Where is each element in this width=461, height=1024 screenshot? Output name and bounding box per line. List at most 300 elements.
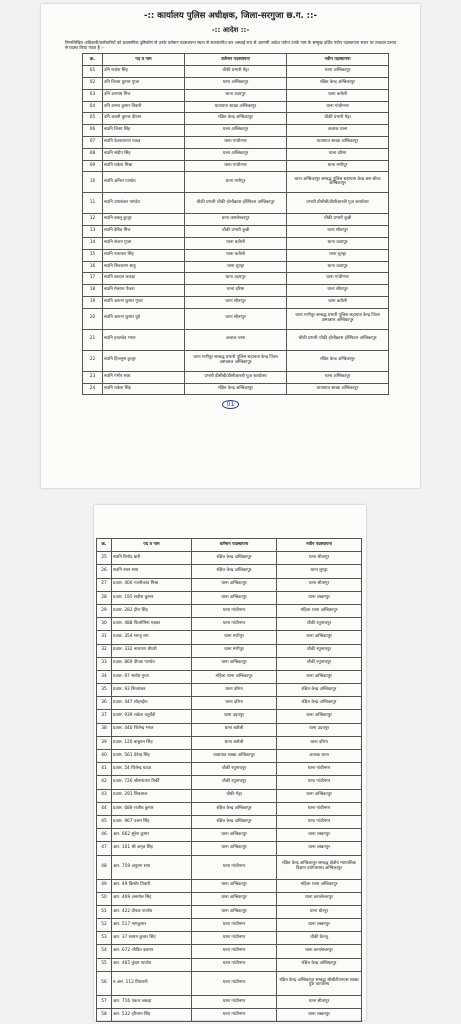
name-cell: प्रआर. 561 देवेन्द्र सिंह bbox=[112, 750, 192, 763]
current-posting-cell: रक्षित केन्द्र अम्बिकापुर bbox=[192, 802, 277, 815]
serial-cell: 20 bbox=[83, 308, 103, 329]
name-cell: सउनि संदीप सिंह bbox=[103, 148, 185, 160]
name-cell: सउनि बबलू कुजूर bbox=[103, 214, 185, 226]
serial-cell: 16 bbox=[83, 261, 103, 273]
current-posting-cell: यातायात शाखा अम्बिकापुर bbox=[185, 101, 287, 113]
serial-cell: 33 bbox=[97, 657, 112, 670]
serial-cell: 55 bbox=[97, 958, 112, 971]
name-cell: आर. 532 हरिनाम सिंह bbox=[112, 1009, 192, 1022]
current-posting-cell: चौकी रघुनाथपुर bbox=[192, 776, 277, 789]
new-posting-cell: थाना गांधीनगर bbox=[277, 776, 362, 789]
serial-cell: 52 bbox=[97, 919, 112, 932]
table-row bbox=[97, 919, 362, 932]
new-posting-cell: थाना गांधीनगर bbox=[287, 101, 389, 113]
current-posting-cell: थाना बतौली bbox=[192, 736, 277, 749]
new-posting-cell: थाना धौरपुर bbox=[277, 905, 362, 918]
table-row bbox=[97, 802, 362, 815]
serial-cell: 11 bbox=[83, 193, 103, 214]
new-posting-cell: चौकी कैरजू bbox=[277, 932, 362, 945]
name-cell: प्रआर. 689 राजीव कुमार bbox=[112, 802, 192, 815]
name-cell: प्रआर. 440 जितेन्द्र भगत bbox=[112, 723, 192, 736]
column-header-serial: क्र. bbox=[97, 539, 112, 552]
current-posting-cell: थाना मणीपुर bbox=[192, 644, 277, 657]
table-row bbox=[97, 644, 362, 657]
current-posting-cell: थाना उदयपुर bbox=[192, 710, 277, 723]
current-posting-cell: थाना गांधीनगर bbox=[185, 160, 287, 172]
serial-cell: 26 bbox=[97, 565, 112, 578]
name-cell: उनि राजेश सिंह bbox=[103, 66, 185, 78]
new-posting-cell: थाना लुण्ड्रा bbox=[277, 565, 362, 578]
name-cell: सउनि राकेश सिंह bbox=[103, 383, 185, 395]
current-posting-cell: थाना गांधीनगर bbox=[192, 618, 277, 631]
new-posting-cell: महिला थाना अम्बिकापुर bbox=[277, 879, 362, 892]
new-posting-cell: थाना उदयपुर bbox=[287, 261, 389, 273]
serial-cell: 19 bbox=[83, 296, 103, 308]
table-row bbox=[97, 763, 362, 776]
new-posting-cell: रक्षित केन्द्र अम्बिकापुर bbox=[277, 684, 362, 697]
serial-cell: 02 bbox=[83, 78, 103, 90]
new-posting-cell: चौकी प्रभारी कुन्नी bbox=[287, 214, 389, 226]
current-posting-cell: थाना बतौली bbox=[185, 237, 287, 249]
current-posting-cell: थाना अम्बिकापुर bbox=[192, 829, 277, 842]
table-row bbox=[97, 892, 362, 905]
current-posting-cell: थाना अम्बिकापुर bbox=[185, 125, 287, 137]
current-posting-cell: थाना गांधीनगर bbox=[192, 855, 277, 879]
current-posting-cell: अजाक थाना bbox=[185, 329, 287, 350]
new-posting-cell: थाना अम्बिकापुर bbox=[277, 631, 362, 644]
serial-cell: 22 bbox=[83, 350, 103, 371]
table-row bbox=[97, 631, 362, 644]
new-posting-cell: अजाक थाना bbox=[277, 750, 362, 763]
table-row bbox=[97, 552, 362, 565]
new-posting-cell: थाना गांधीनगर bbox=[277, 763, 362, 776]
column-header-new-posting: नवीन पदस्थापना bbox=[287, 54, 389, 66]
current-posting-cell: थाना दरिमा bbox=[192, 684, 277, 697]
current-posting-cell: चौकी रघुनाथपुर bbox=[192, 763, 277, 776]
table-row bbox=[83, 148, 389, 160]
current-posting-cell: थाना मणीपुर bbox=[192, 631, 277, 644]
document-page-1 bbox=[41, 4, 420, 488]
current-posting-cell: थाना उदयपुर bbox=[185, 273, 287, 285]
serial-cell: 07 bbox=[83, 136, 103, 148]
current-posting-cell: महिला थाना अम्बिकापुर bbox=[192, 670, 277, 683]
table-row bbox=[97, 604, 362, 617]
serial-cell: 15 bbox=[83, 249, 103, 261]
name-cell: सउनि बरदान लकड़ा bbox=[103, 273, 185, 285]
new-posting-cell: थाना अम्बिकापुर bbox=[277, 789, 362, 802]
current-posting-cell: थाना अम्बिकापुर bbox=[192, 591, 277, 604]
table-row bbox=[97, 971, 362, 995]
name-cell: सउनि संजय गुप्ता bbox=[103, 237, 185, 249]
table-row bbox=[97, 697, 362, 710]
table-row bbox=[97, 723, 362, 736]
current-posting-cell: रक्षित केन्द्र अम्बिकापुर bbox=[185, 113, 287, 125]
name-cell: सउनि गंभीर साय bbox=[103, 371, 185, 383]
current-posting-cell: थाना अम्बिकापुर bbox=[192, 879, 277, 892]
table-row bbox=[97, 855, 362, 879]
current-posting-cell: चौकी मेंड्रा bbox=[192, 789, 277, 802]
table-row bbox=[97, 815, 362, 828]
table-row bbox=[83, 136, 389, 148]
new-posting-cell: चौकी प्रभारी मेंड्रा bbox=[287, 113, 389, 125]
current-posting-cell: थाना अम्बिकापुर bbox=[185, 148, 287, 160]
serial-cell: 38 bbox=[97, 723, 112, 736]
name-cell: आर. 469 अनमोल सिंह bbox=[112, 892, 192, 905]
name-cell: प्रआर. 354 सरजू राम bbox=[112, 631, 192, 644]
name-cell: सउनि उमाशंकर पाण्डेय bbox=[103, 193, 185, 214]
new-posting-cell: थाना अम्बिकापुर bbox=[277, 670, 362, 683]
column-header-current-posting: वर्तमान पदस्थापना bbox=[185, 54, 287, 66]
table-row bbox=[83, 89, 389, 101]
new-posting-cell: थाना दरिमा bbox=[277, 736, 362, 749]
table-row bbox=[83, 329, 389, 350]
serial-cell: 46 bbox=[97, 829, 112, 842]
new-posting-cell: चौकी रघुनाथपुर bbox=[277, 618, 362, 631]
serial-cell: 29 bbox=[97, 604, 112, 617]
serial-cell: 49 bbox=[97, 879, 112, 892]
table-row bbox=[97, 657, 362, 670]
table-row bbox=[97, 789, 362, 802]
transfer-table-page-1 bbox=[82, 53, 389, 395]
new-posting-cell: थाना लखनपुर bbox=[277, 1009, 362, 1022]
new-posting-cell: थाना दरिमा bbox=[287, 148, 389, 160]
new-posting-cell: थाना कमलेश्वरपुर bbox=[277, 892, 362, 905]
serial-cell: 10 bbox=[83, 172, 103, 193]
name-cell: प्रआर. 97 संतोष गुप्ता bbox=[112, 670, 192, 683]
serial-cell: 05 bbox=[83, 113, 103, 125]
name-cell: सउनि अनिल पाण्डेय bbox=[103, 172, 185, 193]
table-row bbox=[97, 776, 362, 789]
name-cell: प्रआर. 120 बाबुधन सिंह bbox=[112, 736, 192, 749]
new-posting-cell: थाना लखनपुर bbox=[277, 829, 362, 842]
table-row bbox=[97, 932, 362, 945]
table-row bbox=[97, 842, 362, 855]
page-number bbox=[41, 400, 420, 409]
name-cell: सउनि विनोद बारी bbox=[112, 552, 192, 565]
serial-cell: 54 bbox=[97, 945, 112, 958]
current-posting-cell: थाना अम्बिकापुर bbox=[185, 78, 287, 90]
new-posting-cell: थाना बतौली bbox=[287, 89, 389, 101]
current-posting-cell: थाना गांधीनगर bbox=[192, 604, 277, 617]
serial-cell: 12 bbox=[83, 214, 103, 226]
name-cell: आर. 672 जीवित कश्यप bbox=[112, 945, 192, 958]
new-posting-cell: थाना कमलेश्वरपुर bbox=[277, 945, 362, 958]
name-cell: प्रआर. 939 राकेश चतुर्वेदी bbox=[112, 710, 192, 723]
name-cell: सउनि नयन साय bbox=[112, 565, 192, 578]
column-header-name: पद व नाम bbox=[103, 54, 185, 66]
name-cell: आर. 49 किशोर तिवारी bbox=[112, 879, 192, 892]
column-header-serial: क्र. bbox=[83, 54, 103, 66]
table-row bbox=[83, 273, 389, 285]
current-posting-cell: थाना अम्बिकापुर bbox=[192, 892, 277, 905]
serial-cell: 40 bbox=[97, 750, 112, 763]
column-header-name: पद व नाम bbox=[112, 539, 192, 552]
new-posting-cell: थाना उदयपुर bbox=[277, 723, 362, 736]
name-cell: उनि अभय कुमार तिवारी bbox=[103, 101, 185, 113]
new-posting-cell: थाना गांधीनगर bbox=[277, 802, 362, 815]
current-posting-cell: चौकी प्रभारी कुन्नी bbox=[185, 226, 287, 238]
new-posting-cell: चौकी रघुनाथपुर bbox=[277, 644, 362, 657]
new-posting-cell: थाना अम्बिकापुर bbox=[277, 710, 362, 723]
table-row bbox=[83, 350, 389, 371]
serial-cell: 18 bbox=[83, 285, 103, 297]
table-row bbox=[97, 684, 362, 697]
table-row bbox=[83, 125, 389, 137]
new-posting-cell: यातायात शाखा अम्बिकापुर bbox=[287, 136, 389, 148]
new-posting-cell: रक्षित केन्द्र अम्बिकापुर bbox=[277, 958, 362, 971]
name-cell: सउनि विनय सिंह bbox=[103, 125, 185, 137]
name-cell: आर. 716 पंकज लकड़ा bbox=[112, 995, 192, 1008]
current-posting-cell: थाना गांधीनगर bbox=[192, 958, 277, 971]
table-row bbox=[83, 193, 389, 214]
name-cell: आर. 465 कुंदन पाण्डेय bbox=[112, 958, 192, 971]
current-posting-cell: थाना उदयपुर bbox=[185, 89, 287, 101]
order-intro-text: निम्नलिखित अधिकारी/कर्मचारियों को प्रशासनिक दृष्टिकोण से उनके वर्तमान पदस्थापना स्थान से स्थानांतरित कर अस्थाई रूप से आगामी आदेश पर्यन्त उनके नाम के सम्मुख दर्शित नवीन पदस्थापना स्थान पर तत्काल प्रभाव से पदस्थ किया जाता है :- bbox=[65, 40, 396, 51]
current-posting-cell: थाना कमलेश्वरपुर bbox=[185, 214, 287, 226]
current-posting-cell: यातायात शाखा अम्बिकापुर bbox=[192, 750, 277, 763]
table-row bbox=[97, 618, 362, 631]
name-cell: सउनि देवनारायण यादव bbox=[103, 136, 185, 148]
name-cell: प्रआर. 488 फिलोमिना एक्का bbox=[112, 618, 192, 631]
name-cell: सउनि नारायण सिंह bbox=[103, 249, 185, 261]
serial-cell: 30 bbox=[97, 618, 112, 631]
serial-cell: 56 bbox=[97, 971, 112, 995]
new-posting-cell: अजाक थाना bbox=[287, 125, 389, 137]
table-row bbox=[83, 66, 389, 78]
table-row bbox=[83, 226, 389, 238]
new-posting-cell: थाना गांधीनगर bbox=[287, 273, 389, 285]
serial-cell: 13 bbox=[83, 226, 103, 238]
current-posting-cell: रक्षित केन्द्र अम्बिकापुर bbox=[192, 815, 277, 828]
table-row bbox=[83, 383, 389, 395]
serial-cell: 50 bbox=[97, 892, 112, 905]
new-posting-cell: थाना अम्बिकापुर सम्बद्ध पुलिस सहायता केन्द्र बस स्टैण्ड अम्बिकापुर bbox=[287, 172, 389, 193]
name-cell: सउनि शिवचरण साहू bbox=[103, 261, 185, 273]
name-cell: सउनि मेतराम पैकरा bbox=[103, 285, 185, 297]
serial-cell: 23 bbox=[83, 371, 103, 383]
table-row bbox=[83, 249, 389, 261]
table-row bbox=[83, 101, 389, 113]
current-posting-cell: थाना बतौली bbox=[192, 723, 277, 736]
document-page-2 bbox=[94, 505, 366, 1020]
new-posting-cell: थाना लखनपुर bbox=[277, 591, 362, 604]
name-cell: सउनि डेविड मिंज bbox=[103, 226, 185, 238]
table-row bbox=[97, 958, 362, 971]
current-posting-cell: चौकी प्रभारी मेंड्रा bbox=[185, 66, 287, 78]
name-cell: प्रआर. 726 श्रीनारायण तिर्की bbox=[112, 776, 192, 789]
current-posting-cell: थाना अम्बिकापुर bbox=[192, 842, 277, 855]
new-posting-cell: चौकी रघुनाथपुर bbox=[277, 657, 362, 670]
new-posting-cell: थाना सीतापुर bbox=[287, 226, 389, 238]
table-row bbox=[97, 995, 362, 1008]
current-posting-cell: रक्षित केन्द्र अम्बिकापुर bbox=[192, 565, 277, 578]
serial-cell: 32 bbox=[97, 644, 112, 657]
column-header-current-posting: वर्तमान पदस्थापना bbox=[192, 539, 277, 552]
table-row bbox=[83, 261, 389, 273]
name-cell: सउनि अरूण कुमार गुप्ता bbox=[103, 296, 185, 308]
name-cell: उनि विजय कुमार गुप्ता bbox=[103, 78, 185, 90]
name-cell: आर. 37 सत्यम कुमार सिंह bbox=[112, 932, 192, 945]
serial-cell: 21 bbox=[83, 329, 103, 350]
name-cell: उनि आभाष मिंज bbox=[103, 89, 185, 101]
current-posting-cell: थाना सीतापुर bbox=[185, 296, 287, 308]
table-row bbox=[97, 565, 362, 578]
name-cell: प्रआर. 291 शिवलाल bbox=[112, 789, 192, 802]
table-row bbox=[83, 371, 389, 383]
serial-cell: 53 bbox=[97, 932, 112, 945]
new-posting-cell: थाना लुण्ड्रा bbox=[287, 249, 389, 261]
serial-cell: 14 bbox=[83, 237, 103, 249]
serial-cell: 28 bbox=[97, 591, 112, 604]
serial-cell: 36 bbox=[97, 697, 112, 710]
serial-cell: 51 bbox=[97, 905, 112, 918]
serial-cell: 08 bbox=[83, 148, 103, 160]
table-row bbox=[97, 905, 362, 918]
table-row bbox=[97, 945, 362, 958]
name-cell: सउनि हिजनुस कुजूर bbox=[103, 350, 185, 371]
serial-cell: 09 bbox=[83, 160, 103, 172]
serial-cell: 17 bbox=[83, 273, 103, 285]
table-row bbox=[83, 308, 389, 329]
table-row bbox=[83, 237, 389, 249]
serial-cell: 57 bbox=[97, 995, 112, 1008]
current-posting-cell: थाना अम्बिकापुर bbox=[192, 657, 277, 670]
table-row bbox=[97, 578, 362, 591]
table-row bbox=[83, 113, 389, 125]
name-cell: आर. 517 नागकुमार bbox=[112, 919, 192, 932]
current-posting-cell: थाना गांधीनगर bbox=[192, 932, 277, 945]
serial-cell: 37 bbox=[97, 710, 112, 723]
new-posting-cell: प्रभारी डीसीबी/डीसीआरबी पुअ कार्यालय bbox=[287, 193, 389, 214]
table-row bbox=[97, 710, 362, 723]
name-cell: सउनि हवलदेव भगत bbox=[103, 329, 185, 350]
new-posting-cell: थाना बतौली bbox=[287, 296, 389, 308]
current-posting-cell: थाना लुण्ड्रा bbox=[185, 261, 287, 273]
serial-cell: 42 bbox=[97, 776, 112, 789]
table-row bbox=[83, 78, 389, 90]
new-posting-cell: थाना मणीपुर bbox=[287, 160, 389, 172]
new-posting-cell: थाना सीतापुर bbox=[287, 285, 389, 297]
serial-cell: 43 bbox=[97, 789, 112, 802]
serial-cell: 58 bbox=[97, 1009, 112, 1022]
name-cell: सउनि राकेश मिश्रा bbox=[103, 160, 185, 172]
name-cell: प्रआर. 869 दीपक पाण्डेय bbox=[112, 657, 192, 670]
name-cell: प्रआर. 967 उत्तम सिंह bbox=[112, 815, 192, 828]
serial-cell: 41 bbox=[97, 763, 112, 776]
current-posting-cell: थाना गांधीनगर bbox=[192, 971, 277, 995]
serial-cell: 39 bbox=[97, 736, 112, 749]
current-posting-cell: थाना गांधीनगर bbox=[192, 945, 277, 958]
serial-cell: 34 bbox=[97, 670, 112, 683]
serial-cell: 25 bbox=[97, 552, 112, 565]
name-cell: प्रआर. 195 सतीश कुमार bbox=[112, 591, 192, 604]
name-cell: सउनि अरूण कुमार दुबे bbox=[103, 308, 185, 329]
new-posting-cell: चौकी प्रभारी चौकी होलीक्रास हॉस्पिटल अम्बिकापुर bbox=[287, 329, 389, 350]
serial-cell: 27 bbox=[97, 578, 112, 591]
column-header-new-posting: नवीन पदस्थापना bbox=[277, 539, 362, 552]
current-posting-cell: थाना गांधीनगर bbox=[185, 136, 287, 148]
serial-cell: 04 bbox=[83, 101, 103, 113]
name-cell: प्रआर. 400 रजनीकांत मिश्रा bbox=[112, 578, 192, 591]
serial-cell: 47 bbox=[97, 842, 112, 855]
page-number-label: 01 bbox=[222, 400, 240, 409]
table-row bbox=[83, 172, 389, 193]
name-cell: न.आर. 112 प्रियरानी bbox=[112, 971, 192, 995]
office-title: -:: कार्यालय पुलिस अधीक्षक, जिला-सरगुजा छ.ग. ::- bbox=[144, 11, 317, 21]
current-posting-cell: थाना दरिमा bbox=[185, 285, 287, 297]
current-posting-cell: थाना अम्बिकापुर bbox=[192, 578, 277, 591]
table-row bbox=[83, 214, 389, 226]
serial-cell: 31 bbox=[97, 631, 112, 644]
current-posting-cell: थाना दरिमा bbox=[192, 697, 277, 710]
current-posting-cell: रक्षित केन्द्र अम्बिकापुर bbox=[185, 383, 287, 395]
name-cell: आर. 759 अनुराग साय bbox=[112, 855, 192, 879]
table-row bbox=[97, 591, 362, 604]
name-cell: प्रआर. 54 जितेन्द्र यादव bbox=[112, 763, 192, 776]
new-posting-cell: थाना उदयपुर bbox=[287, 237, 389, 249]
new-posting-cell: यातायात शाखा अम्बिकापुर bbox=[287, 383, 389, 395]
current-posting-cell: थाना मणीपुर bbox=[185, 172, 287, 193]
current-posting-cell: थाना सीतापुर bbox=[185, 308, 287, 329]
new-posting-cell: महिला थाना अम्बिकापुर bbox=[277, 604, 362, 617]
new-posting-cell: थाना अम्बिकापुर bbox=[287, 371, 389, 383]
name-cell: प्रआर. 282 हीरा सिंह bbox=[112, 604, 192, 617]
new-posting-cell: रक्षित केन्द्र अम्बिकापुर सम्बद्ध सीसीटीएनएस शाखा पुअ कार्यालय bbox=[277, 971, 362, 995]
new-posting-cell: रक्षित केन्द्र अम्बिकापुर bbox=[287, 350, 389, 371]
serial-cell: 03 bbox=[83, 89, 103, 101]
new-posting-cell: थाना अम्बिकापुर bbox=[287, 66, 389, 78]
table-row bbox=[97, 736, 362, 749]
current-posting-cell: प्रभारी डीसीबी/डीसीआरबी पुअ कार्यालय bbox=[185, 371, 287, 383]
name-cell: उनि अवनी कुमार दीवान bbox=[103, 113, 185, 125]
name-cell: प्रआर. 447 सोहरईया bbox=[112, 697, 192, 710]
current-posting-cell: थाना मणीपुर सम्बद्ध प्रभारी पुलिस सहायता केन्द्र जिला अस्पताल अम्बिकापुर bbox=[185, 350, 287, 371]
table-row bbox=[97, 750, 362, 763]
new-posting-cell: रक्षित केन्द्र अम्बिकापुर bbox=[287, 78, 389, 90]
new-posting-cell: थाना सीतापुर bbox=[277, 995, 362, 1008]
table-row bbox=[97, 879, 362, 892]
new-posting-cell: थाना सीतापुर bbox=[277, 578, 362, 591]
serial-cell: 48 bbox=[97, 855, 112, 879]
serial-cell: 44 bbox=[97, 802, 112, 815]
name-cell: आर. 662 सुरेश कुमार bbox=[112, 829, 192, 842]
serial-cell: 01 bbox=[83, 66, 103, 78]
table-row bbox=[83, 160, 389, 172]
name-cell: आर. 101 श्री अमृत सिंह bbox=[112, 842, 192, 855]
table-row bbox=[83, 296, 389, 308]
table-row bbox=[97, 670, 362, 683]
current-posting-cell: थाना अम्बिकापुर bbox=[192, 905, 277, 918]
current-posting-cell: थाना गांधीनगर bbox=[192, 1009, 277, 1022]
name-cell: प्रआर. 332 नारायण चौधरी bbox=[112, 644, 192, 657]
new-posting-cell: रक्षित केन्द्र अम्बिकापुर bbox=[277, 697, 362, 710]
new-posting-cell: थाना लखनपुर bbox=[277, 919, 362, 932]
serial-cell: 35 bbox=[97, 684, 112, 697]
name-cell: आर. 422 दीपक पाण्डेय bbox=[112, 905, 192, 918]
new-posting-cell: थाना लखनपुर bbox=[277, 842, 362, 855]
serial-cell: 45 bbox=[97, 815, 112, 828]
current-posting-cell: थाना गांधीनगर bbox=[192, 995, 277, 1008]
name-cell: प्रआर. 93 शिवशंकर bbox=[112, 684, 192, 697]
table-row bbox=[97, 829, 362, 842]
order-heading: -:: आदेश ::- bbox=[211, 26, 250, 34]
table-row bbox=[97, 1009, 362, 1022]
current-posting-cell: थाना बतौली bbox=[185, 249, 287, 261]
serial-cell: 06 bbox=[83, 125, 103, 137]
transfer-table-page-2 bbox=[96, 538, 362, 1022]
current-posting-cell: रक्षित केन्द्र अम्बिकापुर bbox=[192, 552, 277, 565]
table-row bbox=[83, 285, 389, 297]
